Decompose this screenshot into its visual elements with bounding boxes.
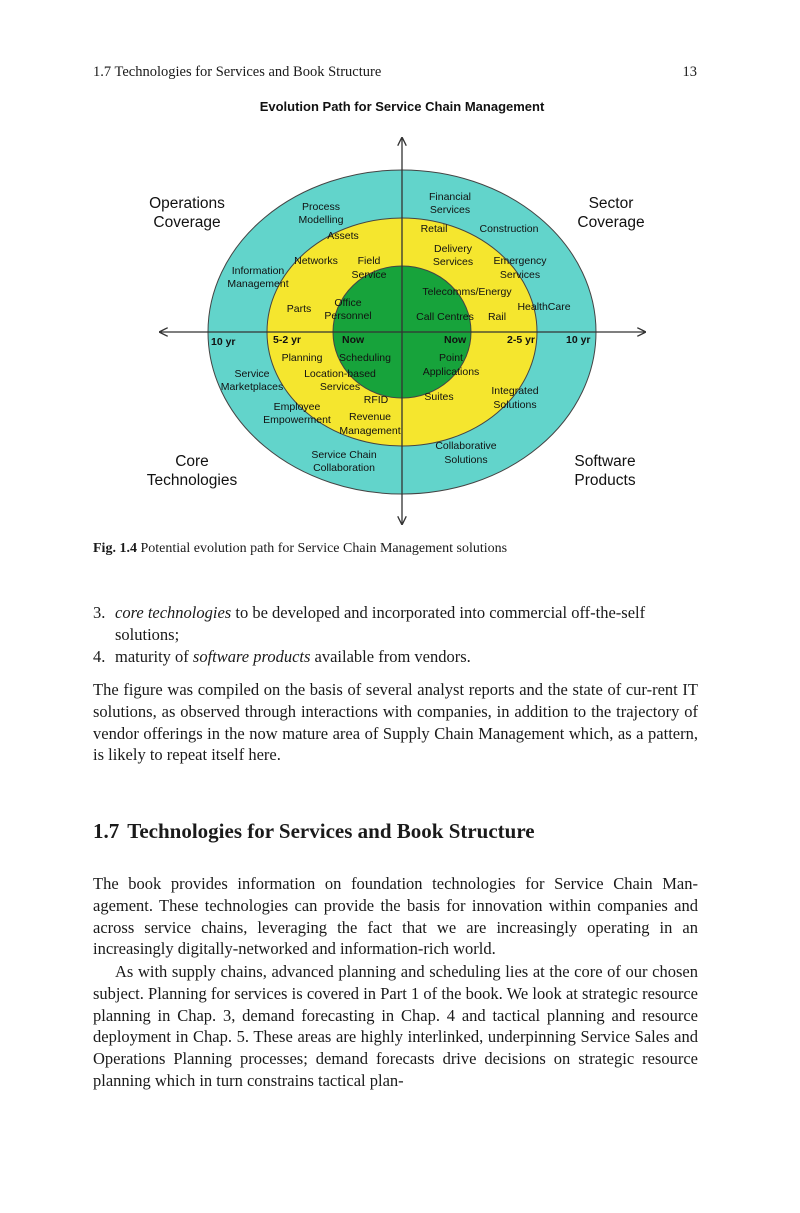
label-field-service-1: Field <box>357 255 381 267</box>
list-emphasis: core technologies <box>115 603 232 622</box>
axis-left-10yr: 10 yr <box>211 336 236 348</box>
paragraph-foundation-technologies: The book provides information on foundation technologies for Service Chain Man-agement. These technologies can provide the basis for innovation within companies and across service chains, leveraging the fact that we are increasingly operating in an increasingly digitally-networked and information-rich world. <box>93 874 698 959</box>
label-office-personnel-1: Office <box>334 297 362 309</box>
label-revenue-management-1: Revenue <box>348 411 392 423</box>
label-employee-empowerment-1: Employee <box>273 401 321 413</box>
caption-label: Fig. 1.4 <box>93 541 137 556</box>
list-text: to be developed and incorporated into commercial off-the-self solutions; <box>115 603 646 644</box>
label-point-applications-2: Applications <box>422 366 480 378</box>
label-financial-services-1: Financial <box>428 191 472 203</box>
label-revenue-management-2: Management <box>339 425 401 437</box>
figure-title: Evolution Path for Service Chain Management <box>259 99 545 114</box>
label-collaborative-solutions-2: Solutions <box>444 454 488 466</box>
label-rfid: RFID <box>363 394 389 406</box>
label-delivery-services-1: Delivery <box>434 243 472 255</box>
axis-left-5-2yr: 5-2 yr <box>273 334 302 346</box>
section-heading <box>93 819 535 844</box>
paragraph-analyst-reports: The figure was compiled on the basis of several analyst reports and the state of cur-rent IT solutions, as observed through interactions with companies, in addition to the trajectory of vendor offerings in the now mature area of Supply Chain Management which, as a pattern, is likely to repeat itself here. <box>93 680 698 765</box>
label-emergency-services-2: Services <box>499 269 541 281</box>
quadrant-software-line2: Products <box>574 472 636 489</box>
label-healthcare: HealthCare <box>517 301 571 313</box>
quadrant-core-line1: Core <box>175 453 209 470</box>
label-process-modelling-1: Process <box>302 201 340 213</box>
axis-left-now: Now <box>342 334 365 346</box>
figure-caption <box>93 541 507 557</box>
axis-right-now: Now <box>444 334 467 346</box>
quadrant-sector-line2: Coverage <box>577 214 645 231</box>
quadrant-software-line1: Software <box>574 453 636 470</box>
label-service-chain-collaboration-2: Collaboration <box>313 462 375 474</box>
label-location-based-1: Location-based <box>304 368 376 380</box>
list-prefix: maturity of <box>115 647 193 666</box>
label-call-centres: Call Centres <box>416 311 474 323</box>
caption-text: Potential evolution path for Service Chain Management solutions <box>140 541 508 556</box>
list-text: available from vendors. <box>310 647 471 666</box>
axis-right-10yr: 10 yr <box>566 334 591 346</box>
label-employee-empowerment-2: Empowerment <box>263 414 331 426</box>
running-title: 1.7 Technologies for Services and Book Structure <box>93 64 382 80</box>
label-integrated-solutions-1: Integrated <box>491 385 539 397</box>
label-service-marketplaces-2: Marketplaces <box>220 381 284 393</box>
label-planning: Planning <box>281 352 323 364</box>
label-point-applications-1: Point <box>439 352 463 364</box>
label-collaborative-solutions-1: Collaborative <box>435 440 497 452</box>
paragraph-planning-scheduling: As with supply chains, advanced planning and scheduling lies at the core of our chosen subject. Planning for services is covered in Part 1 of the book. We look at strategic resource planning in Chap. 3, demand forecasting in Chap. 4 and tactical planning and resource deployment in Chap. 5. These areas are highly interlinked, underpinning Service Sales and Operations Planning processes; demand forecasts drive decisions on strategic resource planning which in turn constrains tactical plan- <box>93 962 698 1090</box>
label-process-modelling-2: Modelling <box>298 214 344 226</box>
label-assets: Assets <box>327 230 359 242</box>
label-emergency-services-1: Emergency <box>493 255 547 267</box>
page-number: 13 <box>682 64 697 80</box>
label-information-management-1: Information <box>231 265 285 277</box>
label-rail: Rail <box>487 311 507 323</box>
numbered-list <box>93 602 698 668</box>
label-service-chain-collaboration-1: Service Chain <box>311 449 377 461</box>
label-service-marketplaces-1: Service <box>234 368 270 380</box>
label-networks: Networks <box>294 255 338 267</box>
label-office-personnel-2: Personnel <box>324 310 372 322</box>
label-scheduling: Scheduling <box>339 352 391 364</box>
label-parts: Parts <box>286 303 312 315</box>
label-suites: Suites <box>424 391 454 403</box>
section-number: 1.7 <box>93 819 120 843</box>
section-title: Technologies for Services and Book Structure <box>127 819 535 843</box>
list-item <box>93 602 698 646</box>
quadrant-sector-line1: Sector <box>588 195 634 212</box>
list-emphasis: software products <box>192 647 311 666</box>
label-integrated-solutions-2: Solutions <box>493 399 537 411</box>
axis-right-2-5yr: 2-5 yr <box>507 334 536 346</box>
evolution-diagram <box>0 0 800 540</box>
list-number: 4. <box>93 647 106 666</box>
label-delivery-services-2: Services <box>432 256 474 268</box>
label-financial-services-2: Services <box>429 204 471 216</box>
list-number: 3. <box>93 603 106 622</box>
quadrant-operations-line2: Coverage <box>153 214 221 231</box>
label-telecoms-energy: Telecomms/Energy <box>422 286 512 298</box>
label-field-service-2: Service <box>351 269 387 281</box>
label-retail: Retail <box>420 223 448 235</box>
label-information-management-2: Management <box>227 278 289 290</box>
quadrant-core-line2: Technologies <box>146 472 238 489</box>
list-item <box>93 646 698 668</box>
label-construction: Construction <box>479 223 539 235</box>
quadrant-operations-line1: Operations <box>149 195 225 212</box>
label-location-based-2: Services <box>319 381 361 393</box>
